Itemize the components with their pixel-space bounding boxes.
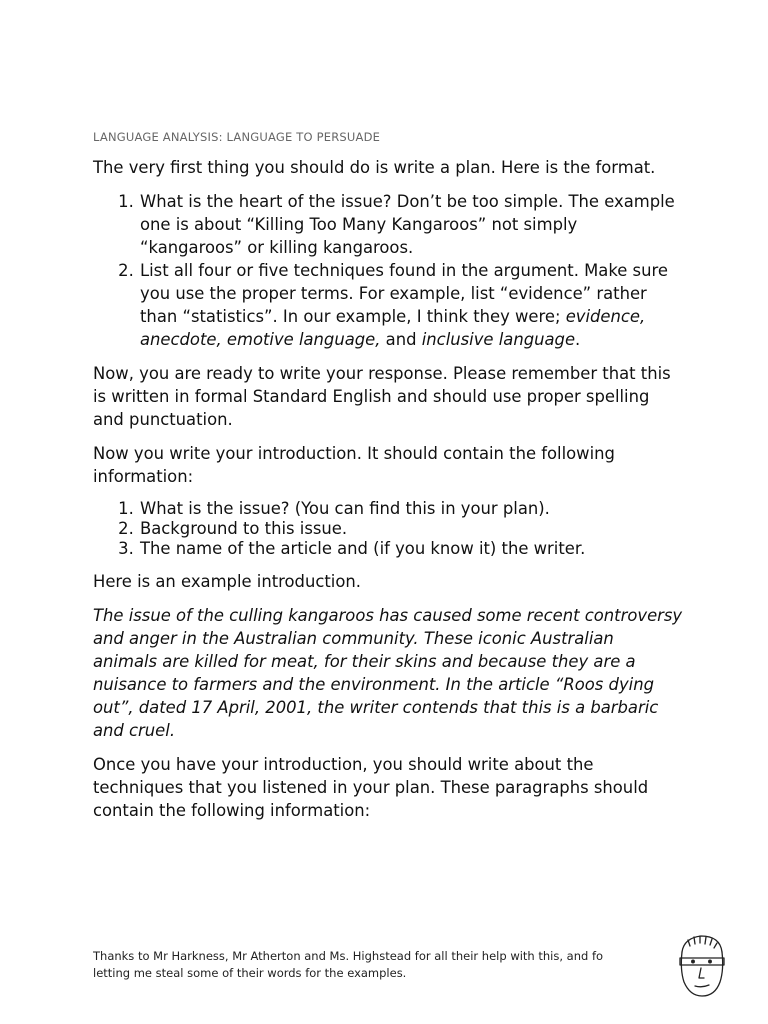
plan-item-2-emphasis: evidence, anecdote, emotive language, (140, 307, 646, 349)
ready-paragraph: Now, you are ready to write your response. Please remember that this is written in formal Standard English and should use proper spelling and punctuation. (93, 364, 671, 429)
example-lead: Here is an example introduction. (93, 572, 361, 591)
plan-item-2-and: and (380, 330, 422, 349)
intro-item-2: 2. Background to this issue. (139, 519, 683, 539)
plan-item-2-end: . (575, 330, 581, 349)
intro-paragraph: The very first thing you should do is write a plan. Here is the format. (93, 158, 656, 177)
introduction-paragraph: Now you write your introduction. It should contain the following information: (93, 444, 615, 486)
plan-item-1: 1. What is the heart of the issue? Don’t be too simple. The example one is about “Killing Too Many Kangaroos” not simply “kangaroos” or killing kangaroos. (139, 190, 683, 259)
plan-item-2 (139, 259, 683, 351)
plan-item-2-text: List all four or five techniques found in the argument. Make sure you use the proper terms. For example, list “evidence” rather than “statistics”. In our example, I think they were; (140, 261, 668, 326)
intro-item-3: 3. The name of the article and (if you know it) the writer. (139, 539, 683, 559)
footer-note (93, 948, 673, 982)
footer-line-2: letting me steal some of their words for the examples. (93, 966, 407, 980)
face-sketch-icon (668, 930, 734, 1000)
plan-item-2-emphasis-2: inclusive language (421, 330, 576, 349)
document-body (93, 156, 683, 833)
plan-list (93, 190, 683, 351)
introduction-list (93, 499, 683, 559)
closing-paragraph: Once you have your introduction, you should write about the techniques that you listened in your plan. These paragraphs should contain the following information: (93, 755, 649, 820)
document-header: LANGUAGE ANALYSIS: LANGUAGE TO PERSUADE (93, 130, 381, 144)
intro-item-1: 1. What is the issue? (You can find this in your plan). (139, 499, 683, 519)
example-introduction: The issue of the culling kangaroos has caused some recent controversy and anger in the Australian community. These iconic Australian animals are killed for meat, for their skins and because they are a nuisance to farmers and the environment. In the article “Roos dying out”, dated 17 April, 2001, the writer contends that this is a barbaric and cruel. (93, 606, 683, 740)
footer-line-1: Thanks to Mr Harkness, Mr Atherton and Ms. Highstead for all their help with this, and fo (93, 949, 604, 963)
